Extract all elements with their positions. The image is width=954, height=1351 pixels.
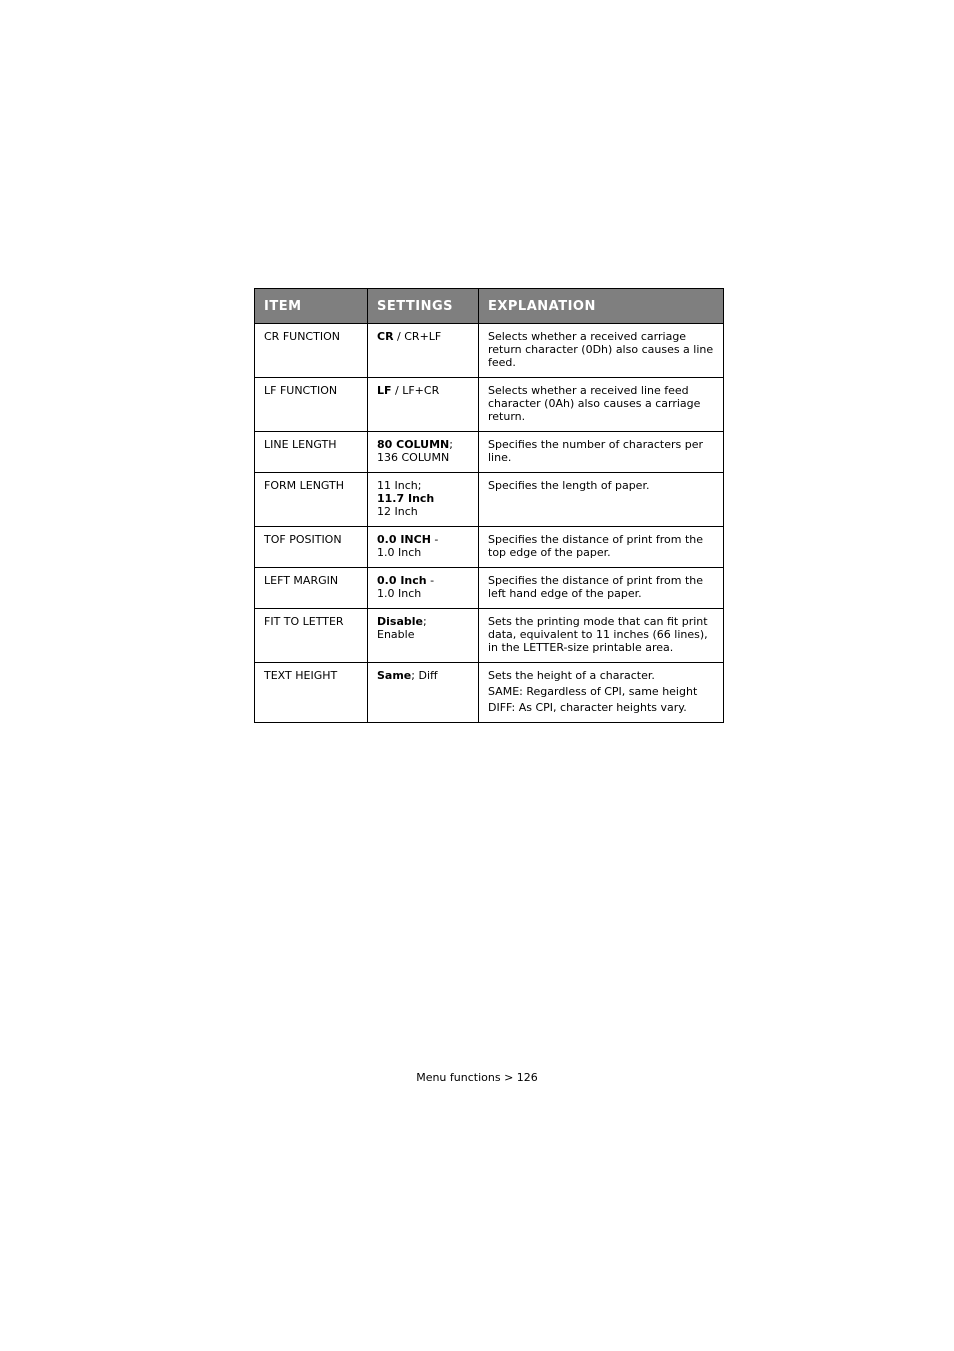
setting-text: 136 COLUMN [377,451,450,464]
explanation-cell [479,324,724,378]
setting-text: ; [422,615,427,628]
setting-line [377,574,469,587]
settings-cell [368,378,479,432]
item-cell: FORM LENGTH [255,473,368,527]
settings-cell [368,432,479,473]
setting-text: - [430,533,439,546]
table-row [255,473,724,527]
default-setting: 0.0 INCH [377,533,431,546]
explanation-text: DIFF: As CPI, character heights vary. [488,701,687,714]
setting-line [377,505,469,518]
table-row [255,432,724,473]
item-cell: LEFT MARGIN [255,568,368,609]
default-setting: Disable [377,615,423,628]
header-settings: SETTINGS [368,289,479,324]
header-item: ITEM [255,289,368,324]
default-setting: LF [377,384,392,397]
explanation-cell [479,568,724,609]
setting-line [377,451,469,464]
explanation-text: Sets the height of a character. [488,669,655,682]
default-setting: 11.7 Inch [377,492,435,505]
setting-line [377,669,469,682]
table-row [255,378,724,432]
settings-cell [368,324,479,378]
table-body [255,324,724,723]
setting-line [377,384,469,397]
table-row [255,609,724,663]
explanation-cell [479,473,724,527]
item-cell: CR FUNCTION [255,324,368,378]
settings-cell [368,527,479,568]
header-explanation: EXPLANATION [479,289,724,324]
explanation-cell [479,378,724,432]
settings-cell [368,473,479,527]
menu-settings-table [254,288,724,723]
setting-text: 1.0 Inch [377,587,422,600]
settings-cell [368,663,479,723]
item-cell: LINE LENGTH [255,432,368,473]
setting-text: / LF+CR [391,384,440,397]
page-footer: Menu functions > 126 [416,1071,538,1084]
explanation-text: Sets the printing mode that can fit print data, equivalent to 11 inches (66 lines), in the LETTER-size printable area. [488,615,708,654]
setting-text: - [426,574,435,587]
setting-line [377,546,469,559]
settings-cell [368,609,479,663]
explanation-text: Selects whether a received line feed character (0Ah) also causes a carriage return. [488,384,701,423]
settings-cell [368,568,479,609]
explanation-cell [479,663,724,723]
item-cell: TEXT HEIGHT [255,663,368,723]
default-setting: 80 COLUMN [377,438,450,451]
setting-line [377,587,469,600]
explanation-text: Specifies the distance of print from the left hand edge of the paper. [488,574,704,600]
explanation-text: Specifies the length of paper. [488,479,650,492]
default-setting: 0.0 Inch [377,574,427,587]
setting-line [377,492,469,505]
setting-text: / CR+LF [393,330,442,343]
setting-text: Enable [377,628,415,641]
item-cell: FIT TO LETTER [255,609,368,663]
explanation-cell [479,432,724,473]
table-row [255,527,724,568]
setting-line [377,438,469,451]
explanation-cell [479,609,724,663]
explanation-cell [479,527,724,568]
explanation-text: Specifies the number of characters per line. [488,438,704,464]
default-setting: Same [377,669,412,682]
explanation-text: SAME: Regardless of CPI, same height [488,685,698,698]
table-row [255,568,724,609]
default-setting: CR [377,330,394,343]
setting-line [377,479,469,492]
item-cell: TOF POSITION [255,527,368,568]
setting-text: ; Diff [411,669,438,682]
explanation-text: Specifies the distance of print from the top edge of the paper. [488,533,704,559]
setting-text: 1.0 Inch [377,546,422,559]
setting-text: 11 Inch; [377,479,422,492]
setting-text: ; [449,438,453,451]
setting-line [377,615,469,628]
setting-line [377,533,469,546]
setting-text: 12 Inch [377,505,418,518]
explanation-text: Selects whether a received carriage return character (0Dh) also causes a line feed. [488,330,714,369]
setting-line [377,330,469,343]
table-row [255,663,724,723]
table-header-row [255,289,724,324]
item-cell: LF FUNCTION [255,378,368,432]
setting-line [377,628,469,641]
table-row [255,324,724,378]
